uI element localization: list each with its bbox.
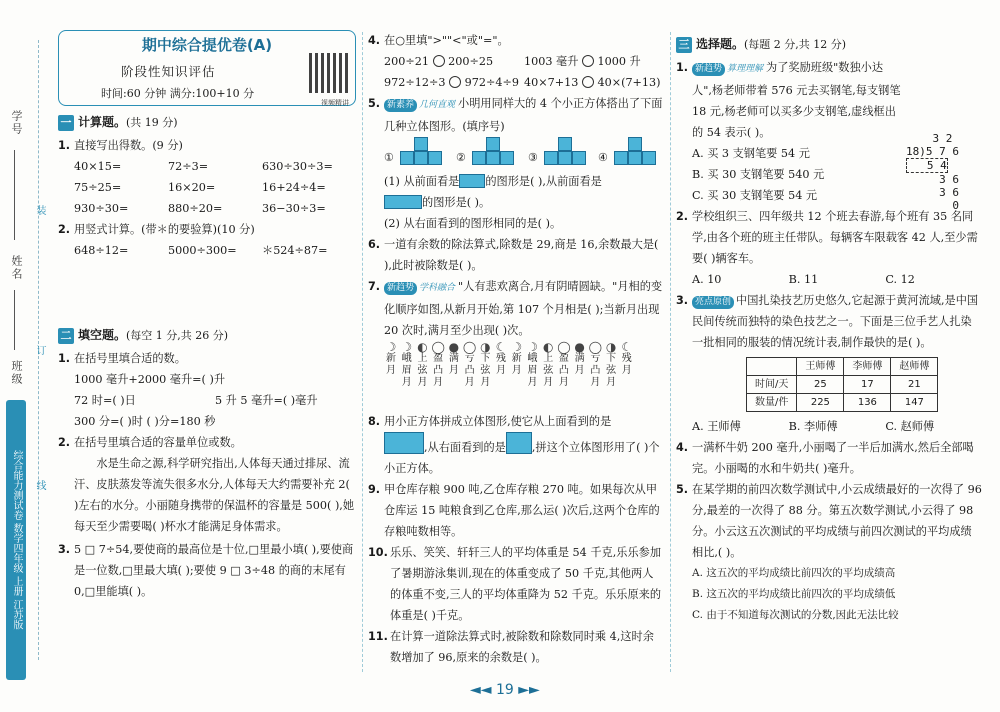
question-text: 用小正方体拼成立体图形,使它从上面看到的是 xyxy=(384,415,612,428)
question-number: 2. xyxy=(676,210,689,223)
question xyxy=(676,290,982,353)
moon-icon: ◐ xyxy=(542,340,554,354)
zhuang-mark: 装 xyxy=(34,205,45,215)
table-cell: 李师傅 xyxy=(844,358,891,376)
calc-item: 630÷30÷3= xyxy=(262,160,333,173)
question-text: 用竖式计算。(带＊的要验算)(10 分) xyxy=(74,223,255,236)
question-number: 7. xyxy=(368,280,381,293)
moon-icon: ◑ xyxy=(605,340,617,354)
q8-text: ,从右面看到的是 xyxy=(424,441,506,454)
moon-phase xyxy=(463,341,477,389)
long-division-figure xyxy=(906,132,976,212)
moon-label: 下弦月 xyxy=(606,353,617,388)
moon-label: 新月 xyxy=(386,353,396,376)
top-view-icon xyxy=(384,432,424,454)
table-cell: 王师傅 xyxy=(797,358,844,376)
section-points: (每空 1 分,共 26 分) xyxy=(126,329,229,342)
division-line: 3 6 xyxy=(906,173,959,186)
option-a[interactable]: A. 10 xyxy=(692,273,722,286)
moon-icon: ◯ xyxy=(557,340,571,354)
moon-label: 满月 xyxy=(574,353,585,376)
moon-icon: ◯ xyxy=(462,340,477,354)
table-cell: 147 xyxy=(891,394,938,412)
moon-icon: ◐ xyxy=(417,340,428,354)
question-text: 乐乐、笑笑、轩轩三人的平均体重是 54 千克,乐乐参加了暑期游泳集训,现在的体重变成了 50 千克,其他两人的体重不变,三人的平均体重降为 52 千克。乐乐原来的体重是( )千克。 xyxy=(390,546,662,622)
moon-phase xyxy=(510,341,524,389)
moon-phase xyxy=(415,341,429,389)
moon-phase xyxy=(400,341,414,389)
calc-item: 75÷25= xyxy=(74,181,122,194)
cube xyxy=(572,151,586,165)
moon-phase xyxy=(557,341,571,389)
question-text: 学校组织三、四年级共 12 个班去春游,每个班有 35 名同学,由各个班的班主任带队。每辆客车限载客 42 人,至少需要( )辆客车。 xyxy=(692,210,978,265)
moon-label: 残月 xyxy=(496,353,507,376)
compare-left: 972÷12÷3 xyxy=(384,76,446,89)
question-text: 在○里填">""<"或"="。 xyxy=(384,34,509,47)
moon-label: 上弦月 xyxy=(543,353,554,388)
q8-line xyxy=(368,432,664,479)
table-row xyxy=(747,376,938,394)
question-text: 在计算一道除法算式时,被除数和除数同时乘 4,这时余数增加了 96,原来的余数是( )。 xyxy=(390,630,654,664)
question xyxy=(58,432,356,453)
table-row xyxy=(747,394,938,412)
cube xyxy=(558,137,572,151)
question-number: 1. xyxy=(676,61,689,74)
cube xyxy=(486,137,500,151)
question xyxy=(368,234,664,276)
question-tag: 新趋势 xyxy=(692,63,725,76)
question xyxy=(676,57,982,143)
section-points: (每题 2 分,共 12 分) xyxy=(744,38,847,51)
question xyxy=(368,542,664,626)
question-number: 4. xyxy=(676,441,689,454)
cube xyxy=(486,151,500,165)
option-b[interactable]: B. 买 30 支钢笔要 540 元 xyxy=(692,168,825,181)
moon-icon: ◑ xyxy=(480,340,491,354)
question-text: 在括号里填合适的数。 xyxy=(74,352,186,365)
column-2 xyxy=(368,30,664,668)
front-view-icon xyxy=(459,174,485,188)
moon-label: 上弦月 xyxy=(417,353,428,388)
q5-text: (1) 从前面看是 xyxy=(384,175,460,188)
q5-text: 的图形是( ),从前面看是 xyxy=(485,175,602,188)
question-number: 2. xyxy=(58,436,71,449)
q5-text: 的图形是( )。 xyxy=(422,196,491,209)
option-b[interactable]: B. 李师傅 xyxy=(788,420,838,433)
compare-right: 40×(7+13) xyxy=(597,76,661,89)
moon-label: 亏凸月 xyxy=(590,353,601,388)
cube xyxy=(472,151,486,165)
series-label: 综合能力测试卷 数学四年级 上册 江苏版 xyxy=(6,400,26,680)
cube-figures xyxy=(368,137,664,171)
column-1 xyxy=(58,30,356,602)
question xyxy=(58,348,356,369)
fill-item: 300 分=( )时 ( )分=180 秒 xyxy=(74,415,216,428)
moon-label: 盈凸月 xyxy=(433,353,444,388)
table-cell: 赵师傅 xyxy=(891,358,938,376)
moon-icon: ● xyxy=(448,340,460,354)
calc-item: 930÷30= xyxy=(74,202,129,215)
time-score: 时间:60 分钟 满分:100+10 分 xyxy=(101,87,255,100)
compare-row xyxy=(368,51,664,72)
moon-icon: ☽ xyxy=(527,340,538,354)
xuehao-line xyxy=(14,150,15,240)
moon-label: 峨眉月 xyxy=(527,353,538,388)
question-number: 5. xyxy=(368,97,381,110)
figure-label: ① xyxy=(384,151,395,164)
table-header-row xyxy=(747,358,938,376)
fill-item: 72 时=( )日 xyxy=(74,394,136,407)
options xyxy=(676,269,982,290)
division-line: 3 6 xyxy=(906,186,959,199)
compare-row xyxy=(368,72,664,93)
question-text: 一满杯牛奶 200 毫升,小丽喝了一半后加满水,然后全部喝完。小丽喝的水和牛奶共( )毫升。 xyxy=(692,441,974,475)
moon-phase xyxy=(541,341,555,389)
division-line-boxed: 5 4 xyxy=(907,159,947,172)
moon-icon: ◯ xyxy=(431,340,445,354)
option-a[interactable]: A. 王师傅 xyxy=(692,420,741,433)
question-text: 直接写出得数。(9 分) xyxy=(74,139,183,152)
figure-label: ② xyxy=(456,151,467,164)
ding-mark: 订 xyxy=(34,345,45,355)
moon-phase xyxy=(447,341,461,389)
question xyxy=(58,539,356,602)
question-tag: 新素养 xyxy=(384,99,417,112)
q5-answers xyxy=(368,171,664,234)
option-b[interactable]: B. 11 xyxy=(788,273,819,286)
q5-text: (2) 从右面看到的图形相同的是( )。 xyxy=(384,217,562,230)
cube xyxy=(642,151,656,165)
question-number: 8. xyxy=(368,415,381,428)
option-c[interactable]: C. 买 30 支钢笔要 54 元 xyxy=(692,189,818,202)
compare-right: 972÷4÷9 xyxy=(464,76,519,89)
binding-strip xyxy=(0,0,52,712)
cube xyxy=(414,137,428,151)
moon-phase xyxy=(494,341,508,389)
qr-caption: 视频精讲 xyxy=(321,99,349,107)
calc-item: 16+24÷4= xyxy=(262,181,326,194)
calc-item: ＊524÷87= xyxy=(262,244,328,257)
calc-item: 648÷12= xyxy=(74,244,129,257)
compare-right: 200÷25 xyxy=(448,55,494,68)
column-3 xyxy=(676,30,982,626)
compare-circle[interactable] xyxy=(433,55,445,67)
moon-phase xyxy=(620,341,634,389)
division-line: 3 2 xyxy=(906,132,953,145)
moon-icon: ☾ xyxy=(495,340,507,354)
compare-circle[interactable] xyxy=(582,55,594,67)
moon-phases xyxy=(384,341,634,389)
cube xyxy=(614,151,628,165)
cube xyxy=(558,151,572,165)
section-points: (共 19 分) xyxy=(126,116,178,129)
question xyxy=(368,626,664,668)
question-text: 在括号里填合适的容量单位或数。 xyxy=(74,436,242,449)
moon-label: 残月 xyxy=(621,353,632,376)
option-c[interactable]: C. 12 xyxy=(885,273,915,286)
compare-circle[interactable] xyxy=(582,76,594,88)
question xyxy=(368,479,664,542)
calc-item: 40×15= xyxy=(74,160,122,173)
calc-item: 880÷20= xyxy=(168,202,223,215)
table-cell: 25 xyxy=(797,376,844,394)
cube xyxy=(500,151,514,165)
cube xyxy=(544,151,558,165)
qr-code-icon[interactable] xyxy=(309,53,349,93)
option-a[interactable]: A. 买 3 支钢笔要 54 元 xyxy=(692,147,810,160)
column-divider xyxy=(670,32,671,672)
question-text: 在某学期的前四次数学测试中,小云成绩最好的一次得了 96 分,最差的一次得了 88 分。第五次数学测试,小云得了 98 分。小云这五次测试的平均成绩与前四次测试的平均成绩相比,( )。 xyxy=(692,483,982,559)
cube xyxy=(428,151,442,165)
division-line: 0 xyxy=(906,199,959,212)
question-subtag: 算理理解 xyxy=(727,64,764,74)
page-number: ◄◄ 19 ►► xyxy=(470,682,540,698)
section-name: 选择题。 xyxy=(696,37,745,51)
question xyxy=(58,135,356,156)
moon-label: 满月 xyxy=(448,353,459,376)
question-number: 1. xyxy=(58,352,71,365)
figure-label: ③ xyxy=(528,151,539,164)
section-name: 计算题。 xyxy=(78,115,127,129)
cube xyxy=(400,151,414,165)
question-text: 甲仓库存粮 900 吨,乙仓库存粮 270 吨。如果每次从甲仓库运 15 吨粮食到乙仓库,那么运( )次后,这两个仓库的存粮吨数相等。 xyxy=(384,483,660,538)
question xyxy=(368,93,664,137)
question-tag: 新趋势 xyxy=(384,282,417,295)
question-number: 1. xyxy=(58,139,71,152)
exam-title: 期中综合提优卷(A) xyxy=(141,36,273,54)
question-text: 为了奖励班级"数独小达人",杨老师带着 576 元去买钢笔,每支钢笔 18 元,杨老师可以买多少支钢笔,虚线框出的 54 表示( )。 xyxy=(692,61,901,139)
question-tag: 亮点原创 xyxy=(692,296,734,309)
xingming-line xyxy=(14,290,15,350)
moon-phase xyxy=(573,341,587,389)
fill-lines xyxy=(58,369,356,432)
question xyxy=(676,479,982,563)
option-c[interactable]: C. 赵师傅 xyxy=(885,420,935,433)
moon-label: 新月 xyxy=(511,353,522,376)
question xyxy=(676,206,982,269)
moon-phase xyxy=(588,341,602,389)
question-text: "人有悲欢离合,月有阴晴圆缺。"月相的变化顺序如图,从新月开始,第 107 个月相是( );当新月出现 20 次时,满月至少出现( )次。 xyxy=(384,280,663,337)
question-number: 11. xyxy=(368,630,388,643)
moon-label: 下弦月 xyxy=(480,353,491,388)
table-cell: 21 xyxy=(891,376,938,394)
moon-icon: ☽ xyxy=(511,340,523,354)
division-line: 18)5 7 6 xyxy=(906,145,959,158)
compare-right: 1000 升 xyxy=(597,55,641,68)
fill-item: 5 升 5 毫升=( )毫升 xyxy=(215,394,318,407)
calc-item: 5000÷300= xyxy=(168,244,237,257)
vertical-calc-row xyxy=(58,240,356,261)
compare-circle[interactable] xyxy=(449,76,461,88)
question-number: 4. xyxy=(368,34,381,47)
figure-label: ④ xyxy=(598,151,609,164)
question-text: 小明用同样大的 4 个小正方体搭出了下面几种立体图形。(填序号) xyxy=(384,97,663,133)
moon-spacer xyxy=(368,389,664,411)
section-number: 三 xyxy=(676,37,692,53)
table-cell: 17 xyxy=(844,376,891,394)
section-2-header xyxy=(58,325,356,346)
table-cell: 时间/天 xyxy=(747,376,797,394)
option-a[interactable]: A. 这五次的平均成绩比前四次的平均成绩高 xyxy=(692,567,896,579)
table-cell: 数量/件 xyxy=(747,394,797,412)
section-1-header xyxy=(58,112,356,133)
fill-item: 1000 毫升+2000 毫升=( )升 xyxy=(74,373,226,386)
question-number: 3. xyxy=(58,543,71,556)
q8-text: ,拼这个立体图形用了( )个小正方体。 xyxy=(384,441,660,475)
moon-phase xyxy=(384,341,398,389)
calc-grid xyxy=(58,156,356,219)
question xyxy=(368,276,664,341)
banji-label: 班级 xyxy=(10,360,23,386)
front-view-icon xyxy=(384,195,422,209)
option-c[interactable]: C. 由于不知道每次测试的分数,因此无法比较 xyxy=(692,609,899,621)
cube xyxy=(414,151,428,165)
compare-left: 40×7+13 xyxy=(524,76,579,89)
right-view-icon xyxy=(506,432,532,454)
moon-phase xyxy=(431,341,445,389)
question-text: 5 □ 7÷54,要使商的最高位是十位,□里最小填( ),要使商是一位数,□里最大填( );要使 9 □ 3÷48 的商的末尾有 0,□里能填( )。 xyxy=(74,543,354,598)
xingming-label: 姓名 xyxy=(10,255,23,281)
moon-icon: ☾ xyxy=(621,340,633,354)
question-text: 一道有余数的除法算式,除数是 29,商是 16,余数最大是( ),此时被除数是( )。 xyxy=(384,238,659,272)
cube xyxy=(628,151,642,165)
compare-left: 200÷21 xyxy=(384,55,429,68)
options xyxy=(676,563,982,626)
table-cell xyxy=(747,358,797,376)
column-divider xyxy=(362,32,363,672)
xuehao-label: 学号 xyxy=(10,110,23,136)
question xyxy=(676,437,982,479)
section-number: 二 xyxy=(58,328,74,344)
question-text: 中国扎染技艺历史悠久,它起源于黄河流域,是中国民间传统而独特的染色技艺之一。下面是三位手艺人扎染一批相同的服装的情况统计表,制作最快的是( )。 xyxy=(692,294,979,349)
table-cell: 136 xyxy=(844,394,891,412)
title-box xyxy=(58,30,356,106)
question-number: 6. xyxy=(368,238,381,251)
stat-table xyxy=(746,357,938,412)
section-number: 一 xyxy=(58,115,74,131)
question-number: 10. xyxy=(368,546,388,559)
moon-label: 峨眉月 xyxy=(401,353,412,388)
question-number: 5. xyxy=(676,483,689,496)
moon-icon: ☽ xyxy=(385,340,397,354)
moon-icon: ● xyxy=(574,340,585,354)
question-number: 9. xyxy=(368,483,381,496)
options xyxy=(676,416,982,437)
section-3-header xyxy=(676,34,982,55)
option-b[interactable]: B. 这五次的平均成绩比前四次的平均成绩低 xyxy=(692,588,896,600)
question-subtag: 学科融合 xyxy=(419,283,456,293)
compare-left: 1003 毫升 xyxy=(524,55,579,68)
moon-label: 盈凸月 xyxy=(558,353,569,388)
calc-item: 16×20= xyxy=(168,181,216,194)
question-number: 2. xyxy=(58,223,71,236)
xian-mark: 线 xyxy=(34,480,45,490)
table-cell: 225 xyxy=(797,394,844,412)
question-number: 3. xyxy=(676,294,689,307)
cube xyxy=(628,137,642,151)
moon-icon: ◯ xyxy=(588,340,603,354)
question-subtag: 几何直观 xyxy=(419,100,456,110)
question xyxy=(58,219,356,240)
moon-phase xyxy=(604,341,618,389)
question xyxy=(368,30,664,51)
section-name: 填空题。 xyxy=(78,328,127,342)
moon-icon: ☽ xyxy=(401,340,413,354)
moon-label: 亏凸月 xyxy=(464,353,475,388)
moon-phase xyxy=(478,341,492,389)
calc-item: 72÷3= xyxy=(168,160,209,173)
calc-item: 36−30÷3= xyxy=(262,202,326,215)
moon-phase xyxy=(525,341,539,389)
passage-text: 水是生命之源,科学研究指出,人体每天通过排尿、流汗、皮肤蒸发等流失很多水分,人体每天大约需要补充 2( )左右的水分。小丽随身携带的保温杯的容量是 500( ),她每天至少需要喝( )杯水才能满足身体需求。 xyxy=(74,457,355,533)
exam-subtitle: 阶段性知识评估 xyxy=(121,64,216,79)
question xyxy=(368,411,664,432)
